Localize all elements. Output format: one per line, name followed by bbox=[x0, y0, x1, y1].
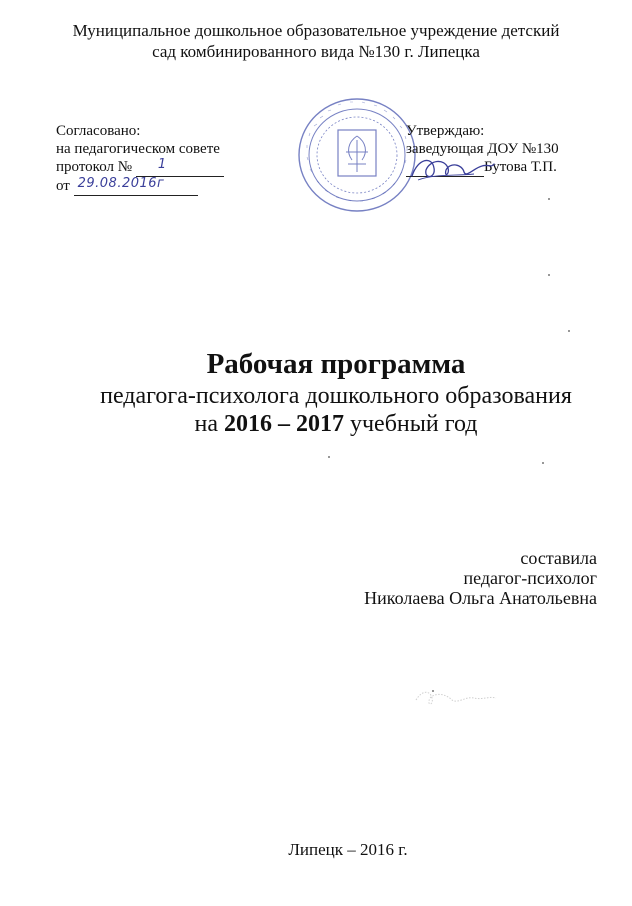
year-prefix: на bbox=[194, 411, 218, 437]
head-title: заведующая ДОУ №130 bbox=[406, 141, 559, 157]
institution-header bbox=[40, 20, 592, 62]
handwritten-signature bbox=[404, 150, 500, 190]
head-name: Бутова Т.П. bbox=[484, 159, 557, 175]
place-year-footer: Липецк – 2016 г. bbox=[288, 840, 408, 859]
scan-speck bbox=[542, 462, 544, 464]
scan-speck bbox=[548, 198, 550, 200]
protocol-label: протокол № bbox=[56, 159, 133, 175]
scan-speck bbox=[328, 456, 330, 458]
author-role: педагог-психолог bbox=[463, 568, 597, 588]
official-seal-stamp bbox=[296, 96, 418, 214]
council-label: на педагогическом совете bbox=[56, 141, 220, 157]
scan-speck bbox=[568, 330, 570, 332]
protocol-number: 1 bbox=[157, 157, 167, 172]
year-suffix: учебный год bbox=[349, 411, 478, 437]
date-value: 29.08.2016г bbox=[77, 176, 165, 191]
compiled-label: составила bbox=[520, 548, 597, 568]
faint-scan-mark bbox=[412, 684, 500, 712]
approve-label: Утверждаю: bbox=[406, 123, 485, 139]
scan-speck bbox=[548, 274, 550, 276]
date-line bbox=[56, 177, 224, 196]
agreed-label: Согласовано: bbox=[56, 123, 141, 139]
scan-speck bbox=[432, 690, 434, 692]
program-title: Рабочая программа bbox=[206, 348, 466, 380]
program-title-block bbox=[0, 346, 632, 438]
author-name: Николаева Ольга Анатольевна bbox=[364, 588, 597, 608]
institution-line-1: Муниципальное дошкольное образовательное учреждение детский bbox=[72, 21, 560, 40]
institution-line-2: сад комбинированного вида №130 г. Липецка bbox=[152, 42, 480, 61]
year-range: 2016 – 2017 bbox=[223, 411, 344, 437]
date-field bbox=[74, 177, 198, 196]
agreement-block bbox=[56, 122, 224, 196]
academic-year-line bbox=[40, 410, 632, 438]
program-subtitle: педагога-психолога дошкольного образования bbox=[100, 383, 572, 409]
author-block bbox=[364, 548, 597, 608]
date-label: от bbox=[56, 178, 70, 194]
